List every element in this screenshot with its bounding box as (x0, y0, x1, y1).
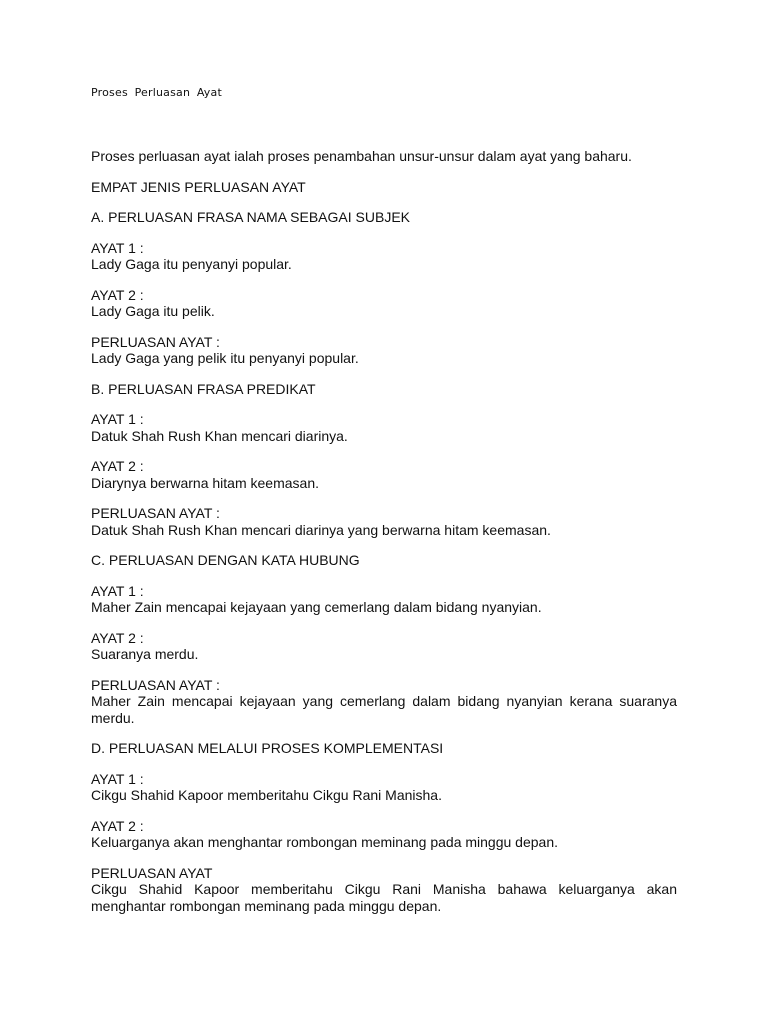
ayat-2-text: Diarynya berwarna hitam keemasan. (91, 474, 319, 491)
perluasan-label: PERLUASAN AYAT (91, 864, 213, 881)
section-d (91, 740, 677, 914)
perluasan-label: PERLUASAN AYAT : (91, 676, 220, 693)
ayat-1-label: AYAT 1 : (91, 582, 144, 599)
ayat-2-text: Suaranya merdu. (91, 646, 199, 662)
ayat-1-label: AYAT 1 : (91, 770, 144, 787)
intro-paragraph: Proses perluasan ayat ialah proses penambahan unsur-unsur dalam ayat yang baharu. (91, 148, 632, 164)
section-heading: B. PERLUASAN FRASA PREDIKAT (91, 380, 316, 397)
perluasan-block (91, 334, 677, 367)
ayat-2-label: AYAT 2 : (91, 629, 144, 646)
ayat-2-label: AYAT 2 : (91, 286, 144, 303)
ayat-2-text: Lady Gaga itu pelik. (91, 303, 215, 319)
perluasan-block (91, 677, 677, 727)
section-c (91, 552, 677, 726)
section-heading: A. PERLUASAN FRASA NAMA SEBAGAI SUBJEK (91, 209, 410, 225)
ayat-2-text: Keluarganya akan menghantar rombongan meminang pada minggu depan. (91, 834, 558, 850)
perluasan-text: Datuk Shah Rush Khan mencari diarinya yang berwarna hitam keemasan. (91, 521, 551, 538)
ayat-1-label: AYAT 1 : (91, 411, 144, 427)
ayat-2-label: AYAT 2 : (91, 817, 144, 834)
perluasan-label: PERLUASAN AYAT : (91, 505, 220, 521)
ayat-1-block (91, 771, 677, 804)
ayat-2-block (91, 287, 677, 320)
ayat-2-block (91, 630, 677, 663)
section-heading: C. PERLUASAN DENGAN KATA HUBUNG (91, 552, 360, 568)
section-heading: D. PERLUASAN MELALUI PROSES KOMPLEMENTASI (91, 740, 444, 756)
ayat-1-block (91, 411, 677, 444)
ayat-1-text: Datuk Shah Rush Khan mencari diarinya. (91, 427, 348, 444)
ayat-1-label: AYAT 1 : (91, 239, 144, 256)
perluasan-label: PERLUASAN AYAT : (91, 333, 220, 350)
ayat-1-block (91, 583, 677, 616)
ayat-2-block (91, 458, 677, 491)
ayat-1-text: Cikgu Shahid Kapoor memberitahu Cikgu Rani Manisha. (91, 787, 442, 803)
section-a (91, 209, 677, 367)
perluasan-block (91, 505, 677, 538)
ayat-1-text: Lady Gaga itu penyanyi popular. (91, 256, 292, 272)
ayat-2-label: AYAT 2 : (91, 458, 144, 474)
overview-heading: EMPAT JENIS PERLUASAN AYAT (91, 178, 306, 195)
document-title: Proses Perluasan Ayat (91, 86, 222, 99)
document-page (91, 86, 677, 928)
perluasan-block (91, 865, 677, 915)
ayat-1-block (91, 240, 677, 273)
perluasan-text: Cikgu Shahid Kapoor memberitahu Cikgu Rani Manisha bahawa keluarganya akan menghantar rombongan meminang pada minggu depan. (91, 881, 677, 914)
perluasan-text: Lady Gaga yang pelik itu penyanyi popular. (91, 350, 359, 366)
ayat-2-block (91, 818, 677, 851)
ayat-1-text: Maher Zain mencapai kejayaan yang cemerlang dalam bidang nyanyian. (91, 599, 542, 615)
section-b (91, 381, 677, 539)
perluasan-text: Maher Zain mencapai kejayaan yang cemerlang dalam bidang nyanyian kerana suaranya merdu. (91, 693, 677, 726)
